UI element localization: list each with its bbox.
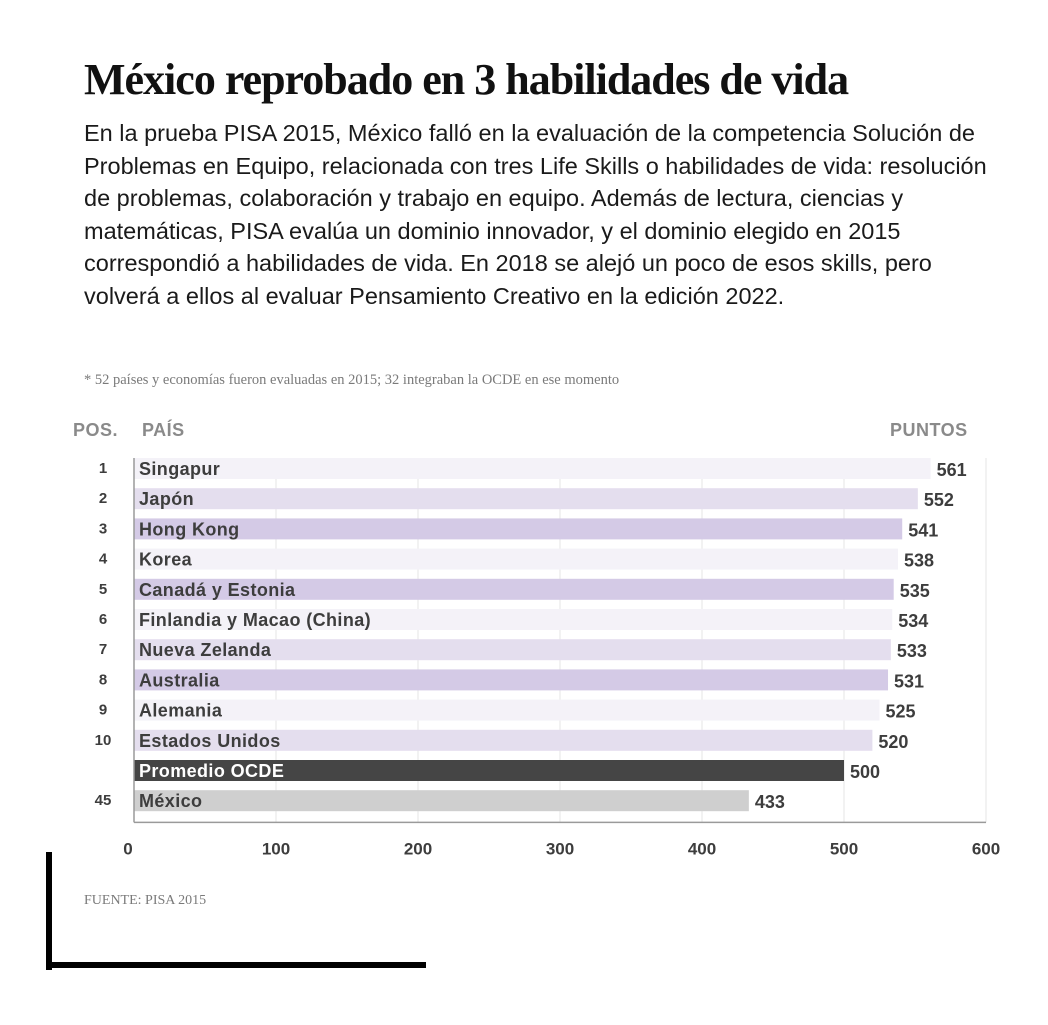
frame-corner-vertical — [46, 852, 52, 970]
bar — [134, 669, 888, 690]
value-label: 561 — [936, 460, 967, 480]
footnote: * 52 países y economías fueron evaluadas en 2015; 32 integraban la OCDE en ese momento — [84, 372, 620, 388]
position-label: 8 — [98, 671, 108, 689]
position-label: 45 — [94, 792, 112, 810]
value-label: 538 — [903, 550, 935, 571]
country-label: México — [139, 791, 203, 812]
bar — [134, 458, 931, 479]
position-label: 2 — [98, 490, 108, 508]
country-label: Australia — [139, 670, 220, 691]
country-label: Alemania — [139, 700, 223, 721]
header-points: PUNTOS — [890, 420, 968, 440]
x-tick-label: 400 — [687, 839, 717, 859]
value-label: 433 — [754, 792, 785, 813]
position-label: 5 — [98, 580, 108, 598]
bar — [134, 549, 898, 570]
value-label: 520 — [878, 731, 909, 752]
x-tick-label: 300 — [545, 839, 575, 859]
bar — [134, 790, 749, 811]
country-label: Estados Unidos — [139, 730, 281, 751]
country-label: Nueva Zelanda — [139, 640, 272, 661]
chart-title: México reprobado en 3 habilidades de vida — [84, 55, 849, 104]
bar-chart — [0, 450, 1048, 870]
header-country: PAÍS — [142, 420, 185, 440]
x-tick-label: 0 — [123, 839, 133, 859]
position-label: 4 — [98, 550, 108, 568]
value-label: 533 — [896, 641, 927, 662]
position-label: 3 — [98, 520, 108, 538]
header-pos: POS. — [73, 420, 119, 440]
intro-paragraph: En la prueba PISA 2015, México falló en la evaluación de la competencia Solución de Problemas en Equipo, relacionada con tres Life Skills o habilidades de vida: resolución de problemas, colaboración y trabajo en equipo. Además de lectura, ciencias y matemáticas, PISA evalúa un dominio innovador, y el dominio elegido en 2015 correspondió a habilidades de vida. En 2018 se alejó un poco de esos skills, pero volverá a ellos al evaluar Pensamiento Creativo en la edición 2022. — [84, 120, 987, 309]
x-tick-label: 500 — [829, 839, 859, 859]
position-label: 7 — [98, 641, 108, 659]
x-tick-label: 200 — [403, 839, 433, 859]
position-label: 9 — [98, 701, 108, 719]
value-label: 552 — [923, 490, 954, 511]
position-label: 10 — [94, 731, 112, 749]
value-label: 534 — [898, 611, 929, 631]
value-label: 535 — [899, 580, 930, 601]
country-label: Canadá y Estonia — [139, 579, 296, 600]
country-label: Hong Kong — [139, 519, 240, 540]
x-tick-label: 100 — [261, 839, 291, 859]
country-label: Korea — [139, 549, 193, 570]
bar — [134, 488, 918, 509]
bar — [134, 700, 880, 721]
frame-corner-horizontal — [46, 962, 426, 968]
value-label: 531 — [894, 671, 925, 692]
value-label: 500 — [850, 762, 881, 782]
country-label: Singapur — [139, 459, 221, 479]
country-label: Japón — [139, 489, 195, 510]
country-label: Promedio OCDE — [139, 761, 285, 781]
country-label: Finlandia y Macao (China) — [139, 610, 372, 630]
value-label: 541 — [908, 520, 939, 541]
value-label: 525 — [885, 701, 916, 722]
source-note: FUENTE: PISA 2015 — [84, 893, 207, 908]
position-label: 6 — [98, 611, 108, 628]
x-tick-label: 600 — [971, 839, 1001, 859]
bar — [134, 518, 902, 539]
position-label: 1 — [98, 460, 108, 477]
